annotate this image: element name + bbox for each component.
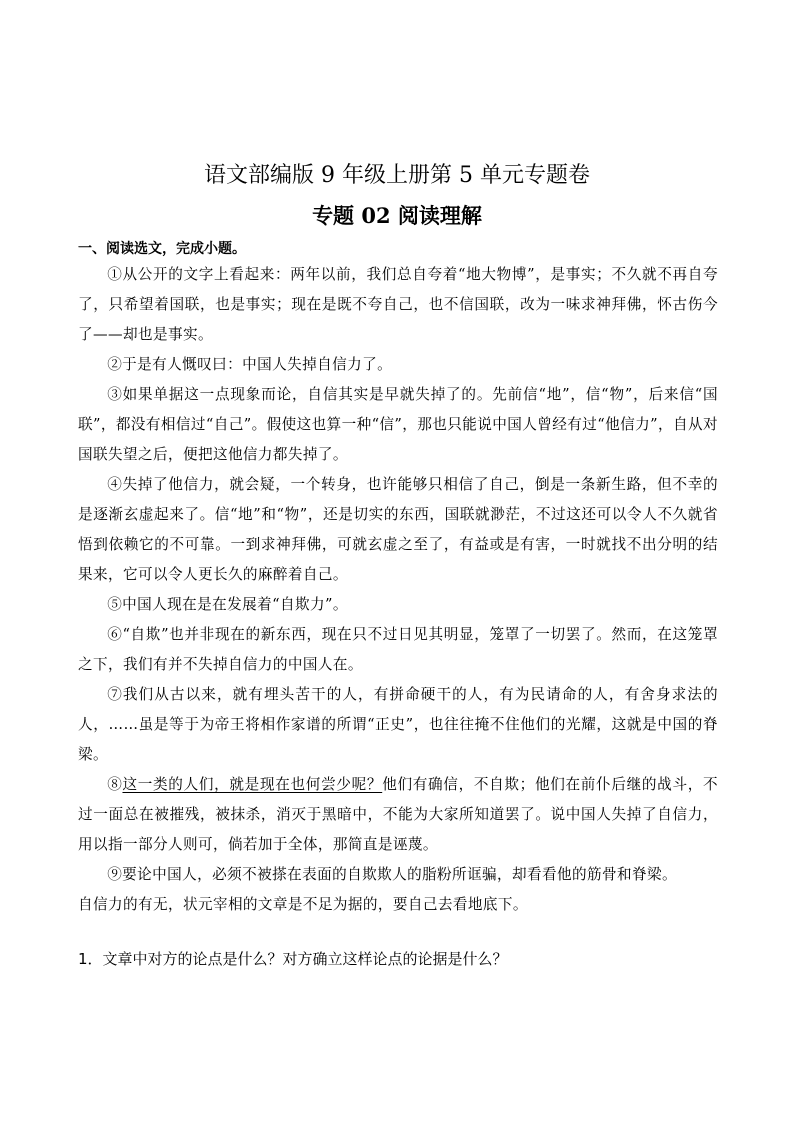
paragraph-3: ③如果单据这一点现象而论，自信其实是早就失掉了的。先前信“地”，信“物”，后来信“国联”，都没有相信过“自己”。假使这也算一种“信”，那也只能说中国人曾经有过“他信力”，自从对国联失望之后，便把这他信力都失掉了。: [78, 386, 718, 463]
question-1: 1．文章中对方的论点是什么？对方确立这样论点的论据是什么？: [78, 950, 508, 968]
paragraph-4: ④失掉了他信力，就会疑，一个转身，也许能够只相信了自己，倒是一条新生路，但不幸的是逐渐玄虚起来了。信“地”和“物”，还是切实的东西，国联就渺茫，不过这还可以令人不久就省悟到依赖它的不可靠。一到求神拜佛，可就玄虚之至了，有益或是有害，一时就找不出分明的结果来，它可以令人更长久的麻醉着自己。: [78, 476, 718, 583]
paragraph-2: ②于是有人慨叹曰：中国人失掉自信力了。: [107, 356, 393, 373]
underlined-sentence: 这一类的人们，就是现在也何尝少呢？: [122, 776, 383, 793]
paragraph-10: 自信力的有无，状元宰相的文章是不足为据的，要自己去看地底下。: [78, 896, 528, 913]
reading-passage: [78, 260, 718, 920]
paragraph-5: ⑤中国人现在是在发展着“自欺力”。: [107, 596, 348, 613]
paragraph-8-number: ⑧: [107, 776, 123, 793]
document-subtitle: 专题 02 阅读理解: [312, 203, 482, 228]
paragraph-6: ⑥“自欺”也并非现在的新东西，现在只不过日见其明显，笼罩了一切罢了。然而，在这笼罩之下，我们有并不失掉自信力的中国人在。: [78, 626, 718, 673]
paragraph-9: ⑨要论中国人，必须不被搽在表面的自欺欺人的脂粉所诓骗，却看看他的筋骨和脊梁。: [107, 866, 677, 883]
section-heading: 一、阅读选文，完成小题。: [78, 241, 246, 257]
document-title: 语文部编版 9 年级上册第 5 单元专题卷: [204, 163, 590, 188]
paragraph-7: ⑦我们从古以来，就有埋头苦干的人，有拼命硬干的人，有为民请命的人，有舍身求法的人，……虽是等于为帝王将相作家谱的所谓“正史”，也往往掩不住他们的光耀，这就是中国的脊梁。: [78, 686, 718, 763]
paragraph-8: [78, 770, 718, 860]
paragraph-1: ①从公开的文字上看起来：两年以前，我们总自夸着“地大物博”，是事实；不久就不再自夸了，只希望着国联，也是事实；现在是既不夸自己，也不信国联，改为一味求神拜佛，怀古伤今了——却也是事实。: [78, 266, 718, 343]
paragraph-8-rest: 他们有确信，不自欺；他们在前仆后继的战斗，不过一面总在被摧残，被抹杀，消灭于黑暗中，不能为大家所知道罢了。说中国人失掉了自信力，用以指一部分人则可，倘若加于全体，那简直是诬蔑。: [78, 776, 718, 853]
